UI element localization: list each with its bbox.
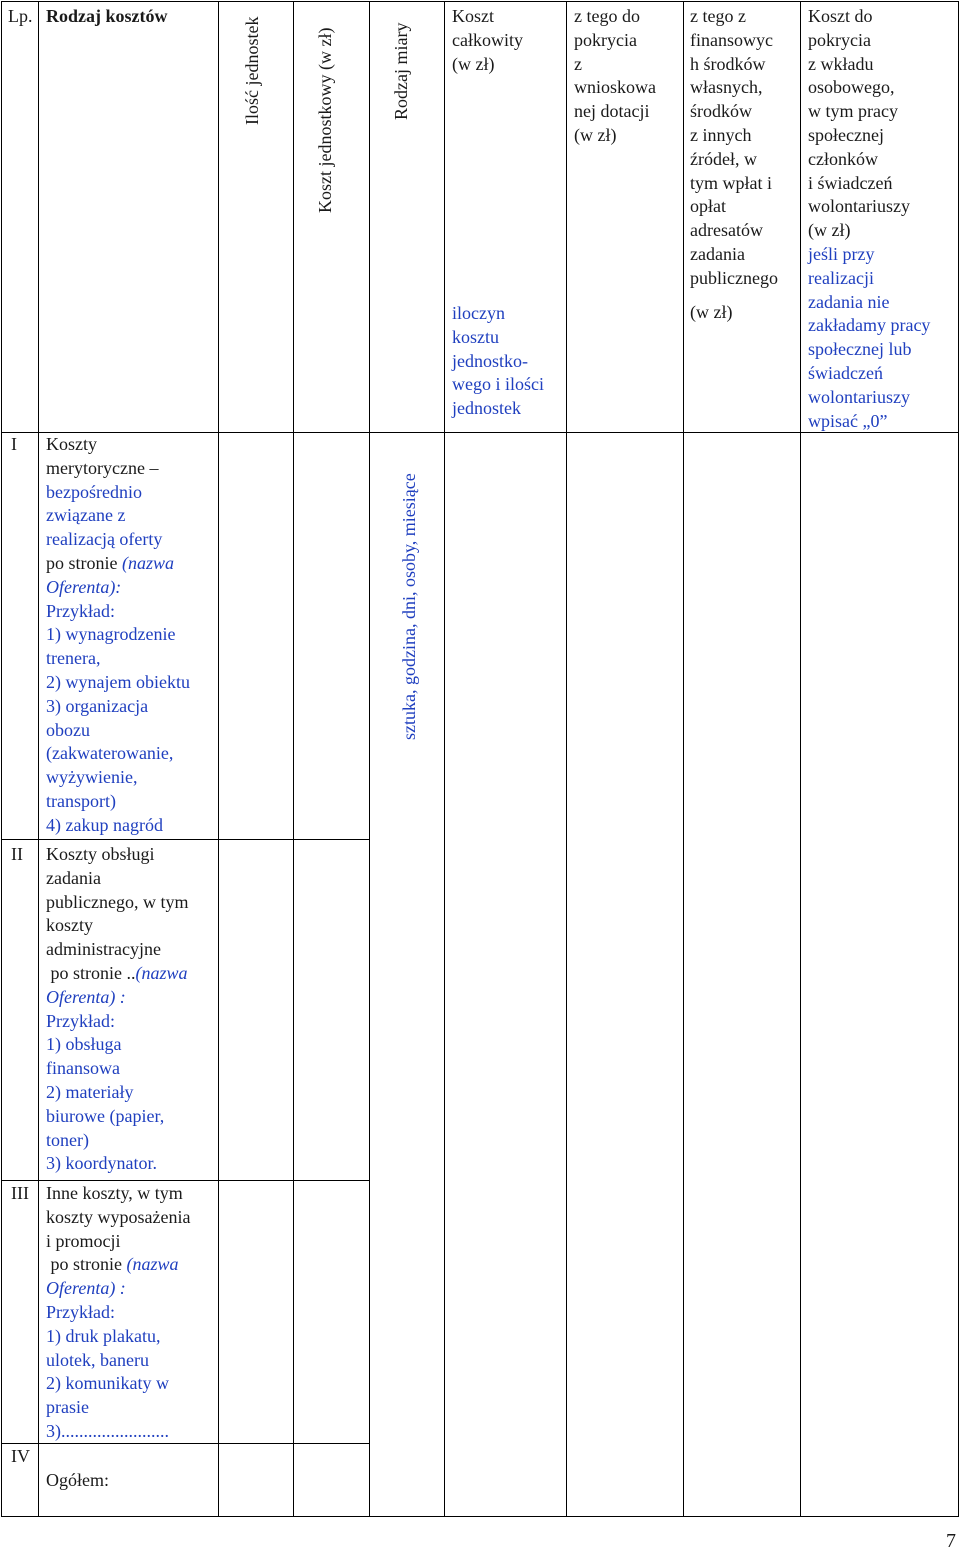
row-number: IV	[11, 1446, 30, 1466]
cost-description-line	[46, 623, 218, 647]
srodki-finansowe-line: opłat	[690, 196, 726, 217]
cost-description-line	[46, 552, 218, 576]
header-koszt-calkowity	[452, 5, 568, 76]
wklad-osobowy-note-line: realizacji	[808, 267, 874, 288]
srodki-finansowe-line: publicznego	[690, 267, 778, 288]
koszt-calkowity-note-line: jednostek	[452, 398, 521, 419]
page-number: 7	[946, 1530, 956, 1552]
cost-description-text: związane z	[46, 505, 126, 526]
srodki-finansowe-line: h środków	[690, 53, 766, 74]
cost-description-text: wyżywienie,	[46, 767, 138, 788]
row-iii-bottom-border	[1, 1443, 369, 1444]
header-srodki-finansowe	[690, 5, 798, 324]
cost-description-text: transport)	[46, 790, 116, 811]
header-ilosc-jednostek	[242, 17, 262, 125]
row-num-i	[11, 433, 17, 457]
cost-description-line	[46, 1469, 218, 1493]
wklad-osobowy-note-line: wolontariuszy	[808, 386, 910, 407]
cost-description-line	[46, 1301, 218, 1325]
cost-description-line	[46, 986, 218, 1010]
header-rodzaj-kosztow	[46, 5, 216, 29]
row-desc-iii	[46, 1182, 218, 1444]
srodki-finansowe-line: finansowyc	[690, 29, 773, 50]
cost-description-text: (zakwaterowanie,	[46, 743, 174, 764]
srodki-finansowe-line: adresatów	[690, 220, 763, 241]
table-top-border	[1, 1, 958, 2]
cost-description-line	[46, 504, 218, 528]
row-desc-i	[46, 433, 218, 838]
row-number: I	[11, 434, 17, 454]
header-rodzaj-miary-text: Rodzaj miary	[391, 22, 411, 120]
dotacja-line: wnioskowa	[574, 77, 656, 98]
col-border-0	[1, 1, 2, 1517]
col-border-6	[566, 1, 567, 1517]
koszt-calkowity-note-line: jednostko-	[452, 350, 528, 371]
cost-description-text: 1) druk plakatu,	[46, 1325, 161, 1346]
wklad-osobowy-line: członków	[808, 148, 878, 169]
cost-description-text: 2) materiały	[46, 1081, 134, 1102]
cost-description-text: Oferenta):	[46, 576, 122, 597]
cost-description-text: Koszty	[46, 434, 97, 454]
cost-description-text: trenera,	[46, 648, 101, 669]
cost-description-line	[46, 528, 218, 552]
col-border-1	[38, 1, 39, 1517]
cost-description-text: finansowa	[46, 1058, 120, 1079]
cost-description-text: 3) organizacja	[46, 695, 149, 716]
cost-description-line	[46, 891, 218, 915]
col-border-8	[800, 1, 801, 1517]
cost-description-text: 3)........................	[46, 1420, 169, 1441]
cost-description-line	[46, 1010, 218, 1034]
koszt-calkowity-note-line: wego i ilości	[452, 374, 544, 395]
cost-description-line	[46, 1253, 218, 1277]
header-koszt-jednostkowy	[315, 28, 335, 213]
cost-description-line	[46, 1081, 218, 1105]
cost-description-line	[46, 1057, 218, 1081]
cost-description-line	[46, 1206, 218, 1230]
header-lp	[8, 5, 38, 29]
dotacja-line: pokrycia	[574, 29, 637, 50]
cost-description-text: i promocji	[46, 1230, 121, 1251]
cost-description-line	[46, 938, 218, 962]
wklad-osobowy-note-line: społecznej lub	[808, 339, 912, 360]
cost-description-tail: (nazwa	[135, 962, 188, 983]
wklad-osobowy-line: w tym pracy	[808, 101, 898, 122]
wklad-osobowy-note-line: zakładamy pracy	[808, 315, 931, 336]
cost-description-text: bezpośrednio	[46, 481, 142, 502]
header-bottom-border	[1, 432, 958, 433]
cost-description-line	[46, 695, 218, 719]
dotacja-line: (w zł)	[574, 124, 617, 145]
cost-description-text: 2) wynajem obiektu	[46, 671, 190, 692]
row-desc-ii	[46, 843, 218, 1176]
wklad-osobowy-note-line: zadania nie	[808, 291, 890, 312]
wklad-osobowy-note-line: jeśli przy	[808, 243, 875, 264]
srodki-finansowe-line: własnych,	[690, 77, 763, 98]
cost-description-line	[46, 1230, 218, 1254]
cost-description-text: 4) zakup nagród	[46, 814, 163, 835]
cost-description-text: po stronie	[46, 1254, 122, 1275]
cost-description-line	[46, 1277, 218, 1301]
col-border-2	[218, 1, 219, 1517]
cost-description-line	[46, 576, 218, 600]
cost-description-text: biurowe (papier,	[46, 1105, 165, 1126]
cost-description-line	[46, 914, 218, 938]
wklad-osobowy-line: Koszt do	[808, 6, 873, 26]
cost-description-text: zadania	[46, 867, 101, 888]
wklad-osobowy-line: z wkładu	[808, 53, 874, 74]
header-dotacja	[574, 5, 684, 148]
cost-description-line	[46, 1152, 218, 1176]
cost-description-text: koszty wyposażenia	[46, 1206, 191, 1227]
row-num-iii	[11, 1182, 29, 1206]
header-wklad-osobowy	[808, 5, 958, 433]
col-border-4	[369, 1, 370, 1517]
cost-description-line	[46, 457, 218, 481]
header-rodzaj-miary	[391, 23, 411, 120]
cost-description-line	[46, 1372, 218, 1396]
koszt-calkowity-line: Koszt	[452, 6, 494, 26]
cost-description-text: po stronie	[46, 552, 118, 573]
dotacja-line: z	[574, 53, 582, 74]
table-bottom-border	[1, 1516, 958, 1517]
cost-description-text: Ogółem:	[46, 1470, 109, 1490]
cost-description-text: prasie	[46, 1397, 89, 1418]
cost-description-line	[46, 790, 218, 814]
cost-description-tail: (nazwa	[117, 552, 175, 573]
wklad-osobowy-line: (w zł)	[808, 220, 851, 241]
cost-description-line	[46, 843, 218, 867]
col-border-7	[683, 1, 684, 1517]
srodki-finansowe-line: z tego z	[690, 6, 746, 26]
cost-description-line	[46, 481, 218, 505]
koszt-calkowity-line: całkowity	[452, 29, 523, 50]
wklad-osobowy-note-line: wpisać „0”	[808, 410, 888, 431]
cost-description-line	[46, 600, 218, 624]
row-number: II	[11, 844, 23, 864]
cost-description-line	[46, 433, 218, 457]
header-lp-text: Lp.	[8, 6, 33, 26]
cost-description-text: po stronie ..	[46, 962, 136, 983]
cost-description-text: Oferenta) :	[46, 986, 126, 1007]
cost-description-line	[46, 1129, 218, 1153]
row-num-ii	[11, 843, 23, 867]
cost-description-line	[46, 647, 218, 671]
cost-description-tail: (nazwa	[122, 1254, 179, 1275]
cost-description-text: 3) koordynator.	[46, 1153, 157, 1174]
cost-description-line	[46, 1349, 218, 1373]
cost-description-line	[46, 1325, 218, 1349]
row-i-bottom-border	[1, 839, 369, 840]
col-border-9	[958, 1, 959, 1517]
cost-description-line	[46, 742, 218, 766]
cost-description-text: 1) wynagrodzenie	[46, 624, 176, 645]
row-number: III	[11, 1183, 29, 1203]
cost-description-text: Inne koszty, w tym	[46, 1183, 183, 1203]
wklad-osobowy-line: pokrycia	[808, 29, 871, 50]
srodki-finansowe-line: środków	[690, 101, 752, 122]
wklad-osobowy-line: społecznej	[808, 124, 884, 145]
koszt-calkowity-note-line: iloczyn	[452, 303, 505, 323]
cost-description-text: 1) obsługa	[46, 1034, 122, 1055]
header-koszt-jednostkowy-text: Koszt jednostkowy (w zł)	[315, 27, 335, 213]
cost-description-text: merytoryczne –	[46, 457, 159, 478]
cost-description-text: Przykład:	[46, 600, 115, 621]
cost-description-text: koszty	[46, 915, 93, 936]
dotacja-line: nej dotacji	[574, 101, 650, 122]
cost-description-line	[46, 671, 218, 695]
cost-description-line	[46, 814, 218, 838]
col-border-3	[293, 1, 294, 1517]
wklad-osobowy-line: osobowego,	[808, 77, 895, 98]
cost-description-line	[46, 1105, 218, 1129]
row-desc-iv	[46, 1469, 218, 1493]
cost-description-text: administracyjne	[46, 939, 161, 960]
srodki-finansowe-line: z innych	[690, 124, 752, 145]
cost-description-text: Koszty obsługi	[46, 844, 155, 864]
wklad-osobowy-line: i świadczeń	[808, 172, 893, 193]
header-srodki-finansowe-unit: (w zł)	[690, 301, 733, 322]
dotacja-line: z tego do	[574, 6, 640, 26]
srodki-finansowe-line: zadania	[690, 243, 745, 264]
header-koszt-calkowity-note	[452, 302, 568, 421]
header-ilosc-jednostek-text: Ilość jednostek	[242, 16, 262, 125]
cost-description-text: 2) komunikaty w	[46, 1373, 169, 1394]
row-ii-bottom-border	[1, 1180, 369, 1181]
cost-description-text: Przykład:	[46, 1301, 115, 1322]
cost-description-text: toner)	[46, 1129, 89, 1150]
row-num-iv	[11, 1445, 30, 1469]
cost-description-line	[46, 1420, 218, 1444]
cost-description-line	[46, 719, 218, 743]
cost-description-line	[46, 867, 218, 891]
cost-description-line	[46, 766, 218, 790]
cost-description-line	[46, 1033, 218, 1057]
cost-description-text: Przykład:	[46, 1010, 115, 1031]
header-rodzaj-kosztow-text: Rodzaj kosztów	[46, 6, 168, 26]
cost-description-text: ulotek, baneru	[46, 1349, 149, 1370]
cost-description-text: realizacją oferty	[46, 529, 163, 550]
cost-description-text: Oferenta) :	[46, 1278, 126, 1299]
col-border-5	[444, 1, 445, 1517]
cost-description-text: publicznego, w tym	[46, 891, 189, 912]
wklad-osobowy-note-line: świadczeń	[808, 362, 883, 383]
srodki-finansowe-line: źródeł, w	[690, 148, 757, 169]
koszt-calkowity-line: (w zł)	[452, 53, 495, 74]
koszt-calkowity-note-line: kosztu	[452, 326, 499, 347]
srodki-finansowe-line: tym wpłat i	[690, 172, 772, 193]
cost-description-line	[46, 962, 218, 986]
cost-description-line	[46, 1396, 218, 1420]
cost-description-text: obozu	[46, 719, 90, 740]
rodzaj-miary-example	[399, 473, 419, 740]
wklad-osobowy-line: wolontariuszy	[808, 196, 910, 217]
cost-description-line	[46, 1182, 218, 1206]
rodzaj-miary-example-text: sztuka, godzina, dni, osoby, miesiące	[399, 473, 419, 740]
